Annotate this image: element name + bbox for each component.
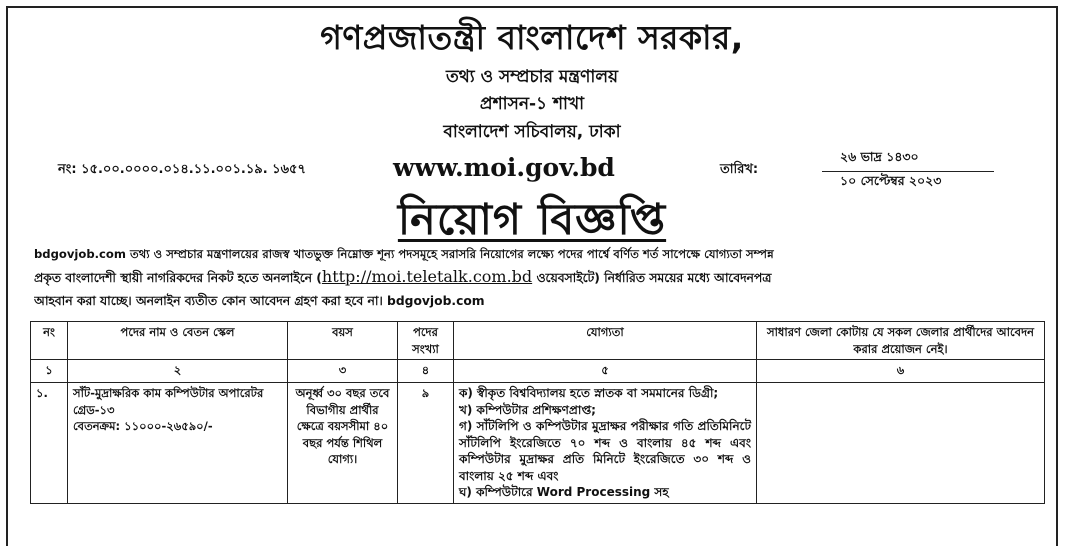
header-qualification: যোগ্যতা [454,322,757,360]
memo-number: নং: ১৫.০০.০০০০.০১৪.১১.০০১.১৯. ১৬৫৭ [58,162,306,177]
secretariat-name: বাংলাদেশ সচিবালয়, ঢাকা [443,122,621,142]
header-post: পদের নাম ও বেতন স্কেল [68,322,288,360]
intro-line-1: bdgovjob.com তথ্য ও সম্প্রচার মন্ত্রণালয়ের রাজস্ব খাতভুক্ত নিম্নোক্ত শূন্য পদসমূহে সরাসরি নিয়োগের লক্ষ্যে পদের পার্শ্বে বর্ণিত শর্ত সাপেক্ষে যোগ্যতা সম্পন্ন [34,247,774,261]
row-qualification [454,383,757,504]
government-name: গণপ্রজাতন্ত্রী বাংলাদেশ সরকার, [320,18,744,57]
intro-paragraph [34,244,1044,313]
intro-line-2 [34,265,1044,290]
date-english: ১০ সেপ্টেম্বর ২০২৩ [840,173,942,188]
qualification-item: ঘ) কম্পিউটারে Word Processing সহ [459,485,669,499]
qualification-item: খ) কম্পিউটার প্রশিক্ষণপ্রাপ্ত; [459,402,596,417]
row-count: ৯ [398,383,454,504]
qualification-item: ক) স্বীকৃত বিশ্ববিদ্যালয় হতে স্নাতক বা সমমানের ডিগ্রী; [459,386,719,400]
header-districts: সাধারণ জেলা কোটায় যে সকল জেলার প্রার্থীদের আবেদন করার প্রয়োজন নেই। [757,322,1045,360]
col-number: ৫ [454,360,757,383]
notice-page [6,6,1058,546]
posts-table [30,321,1045,504]
website-link[interactable]: www.moi.gov.bd [393,153,615,182]
row-excluded-districts [757,383,1045,504]
col-number: ৬ [757,360,1045,383]
date-label: তারিখ: [720,162,759,177]
header-count: পদের সংখ্যা [398,322,454,360]
post-grade: গ্রেড-১৩ [73,402,115,417]
post-name: সাঁট-মুদ্রাক্ষরিক কাম কম্পিউটার অপারেটর [73,386,264,400]
intro-line-2-post: ওয়েবসাইটে) নির্ধারিত সময়ের মধ্যে আবেদনপত্র [532,271,772,285]
section-name: প্রশাসন-১ শাখা [479,94,585,114]
row-post-cell [68,383,288,504]
qualification-item: গ) সাঁটলিপি ও কম্পিউটার মুদ্রাক্ষর পরীক্ষার গতি প্রতিমিনিটে সাঁটলিপি ইংরেজিতে ৭০ শব্দ ও বাংলায় ৪৫ শব্দ এবং কম্পিউটার মুদ্রাক্ষর প্রতি মিনিটে ইংরেজিতে ৩০ শব্দ ও বাংলায় ২৫ শব্দ এবং [459,419,751,483]
row-serial: ১. [31,383,68,504]
col-number: ২ [68,360,288,383]
notice-title: নিয়োগ বিজ্ঞপ্তি [397,195,667,245]
col-number: ৪ [398,360,454,383]
col-number: ৩ [288,360,398,383]
intro-line-3: আহবান করা যাচ্ছে। অনলাইন ব্যতীত কোন আবেদন গ্রহণ করা হবে না। bdgovjob.com [34,294,485,308]
table-row [31,383,1045,504]
table-column-number-row [31,360,1045,383]
teletalk-link[interactable]: http://moi.teletalk.com.bd [321,267,533,286]
post-pay-scale: বেতনক্রম: ১১০০০-২৬৫৯০/- [73,419,213,433]
table-header-row [31,322,1045,360]
col-number: ১ [31,360,68,383]
ministry-name: তথ্য ও সম্প্রচার মন্ত্রণালয় [445,67,619,87]
row-age: অনূর্ধ্ব ৩০ বছর তবে বিভাগীয় প্রার্থীর ক্ষেত্রে বয়সসীমা ৪০ বছর পর্যন্ত শিথিল যোগ্য। [288,383,398,504]
intro-line-2-pre: প্রকৃত বাংলাদেশী স্থায়ী নাগরিকদের নিকট হতে অনলাইনে ( [34,271,322,285]
header-age: বয়স [288,322,398,360]
header-serial: নং [31,322,68,360]
date-bangla: ২৬ ভাদ্র ১৪৩০ [822,149,994,172]
